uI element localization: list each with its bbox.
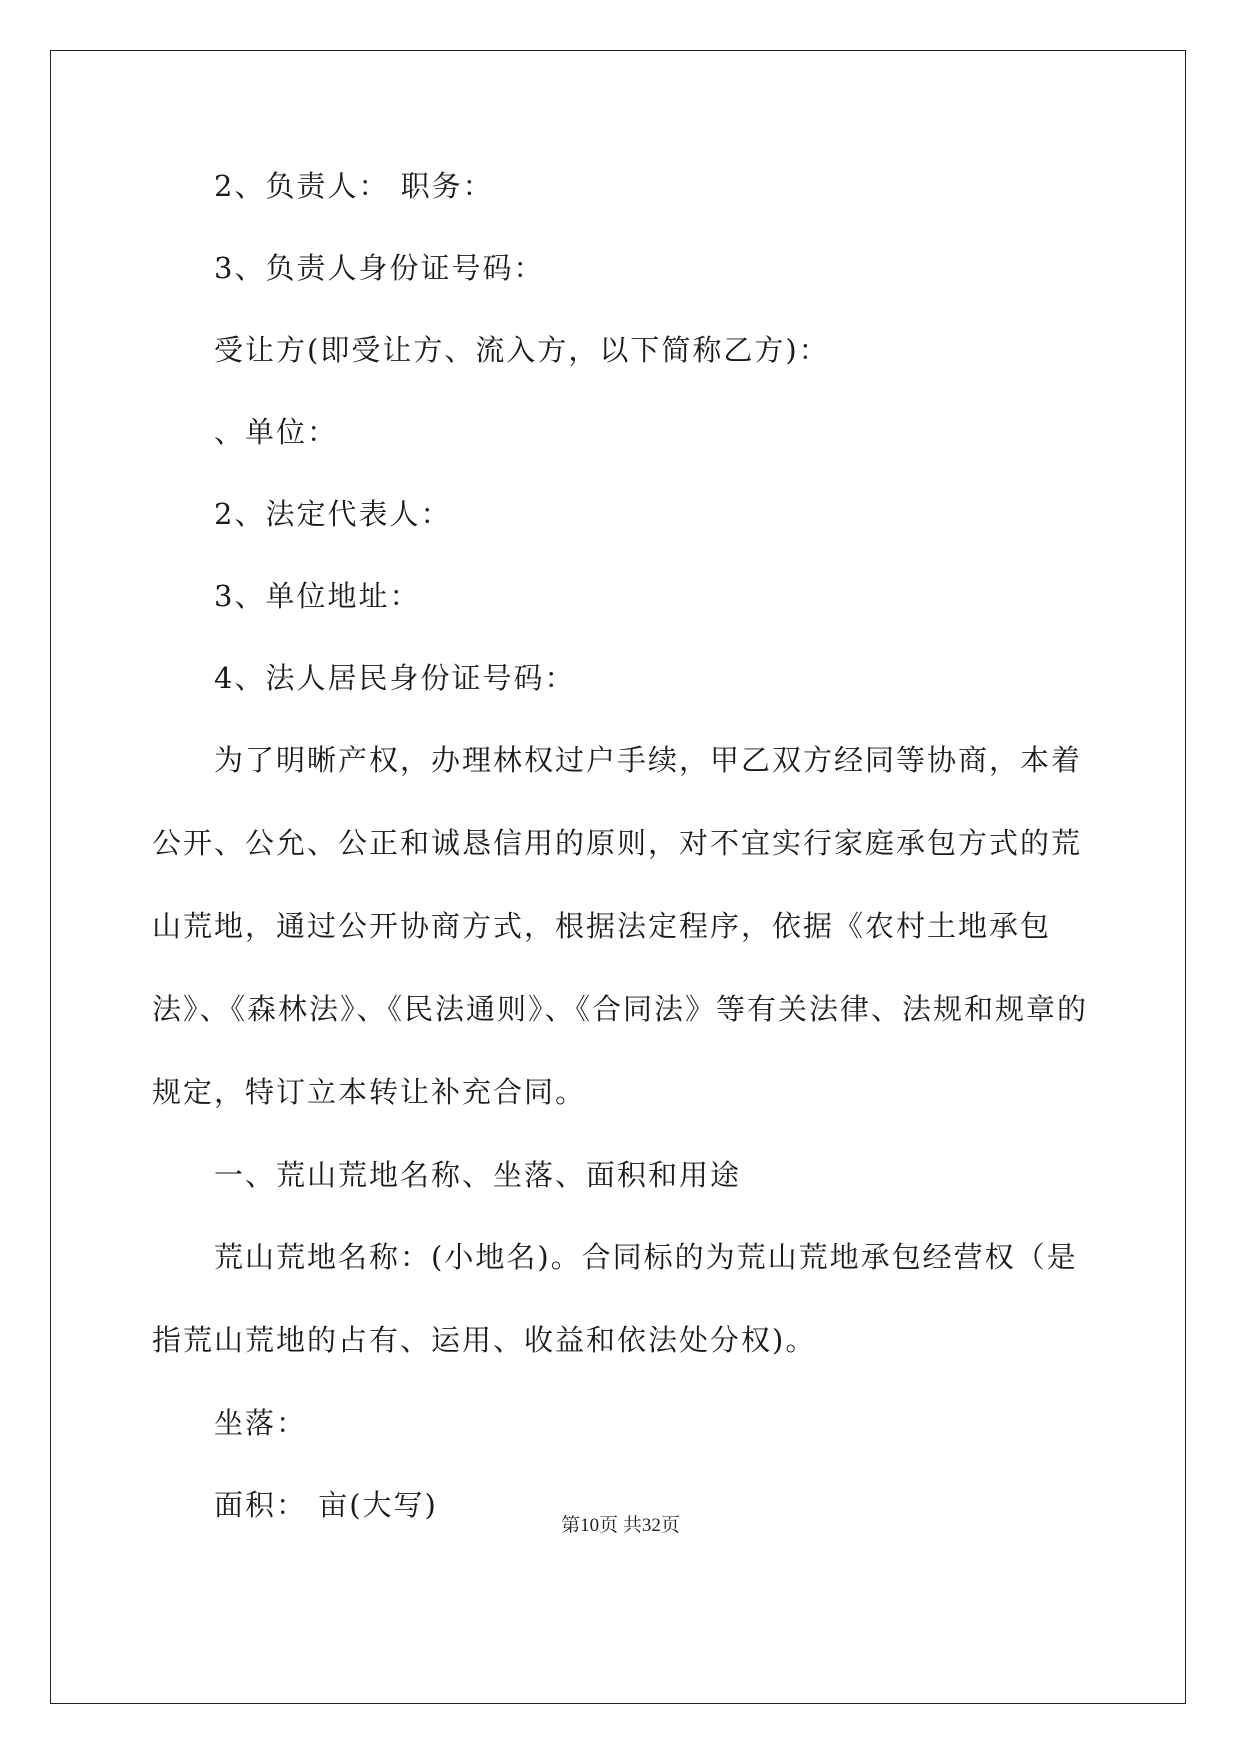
paragraph-line: 荒山荒地名称：(小地名)。合同标的为荒山荒地承包经营权（是 bbox=[214, 1240, 1078, 1274]
paragraph-line: 公开、公允、公正和诚恳信用的原则，对不宜实行家庭承包方式的荒 bbox=[152, 826, 1083, 860]
section-heading: 一、荒山荒地名称、坐落、面积和用途 bbox=[214, 1158, 742, 1192]
land-name-paragraph bbox=[152, 1231, 1092, 1397]
paragraph-line: 法》、《森林法》、《民法通则》、《合同法》等有关法律、法规和规章的 bbox=[152, 992, 1089, 1026]
paragraph-line: 指荒山荒地的占有、运用、收益和依法处分权)。 bbox=[152, 1323, 817, 1357]
legal-id-line: 4、法人居民身份证号码： bbox=[214, 661, 576, 695]
document-body bbox=[152, 160, 1092, 1561]
legal-rep-line: 2、法定代表人： bbox=[214, 497, 452, 531]
transferee-heading: 受让方(即受让方、流入方，以下简称乙方)： bbox=[214, 333, 830, 367]
page-footer: 第10页 共32页 bbox=[561, 1515, 680, 1536]
responsible-id-line: 3、负责人身份证号码： bbox=[214, 251, 545, 285]
area-line: 面积： 亩(大写) bbox=[214, 1488, 438, 1522]
paragraph-line: 规定，特订立本转让补充合同。 bbox=[152, 1075, 587, 1109]
purpose-paragraph bbox=[152, 734, 1092, 1149]
paragraph-line: 为了明晰产权，办理林权过户手续，甲乙双方经同等协商，本着 bbox=[214, 743, 1083, 777]
unit-line: 、单位： bbox=[214, 415, 339, 449]
responsible-person-line: 2、负责人： 职务： bbox=[214, 169, 494, 203]
unit-address-line: 3、单位地址： bbox=[214, 579, 421, 613]
paragraph-line: 山荒地，通过公开协商方式，根据法定程序，依据《农村土地承包 bbox=[152, 909, 1052, 943]
location-line: 坐落： bbox=[214, 1406, 308, 1440]
